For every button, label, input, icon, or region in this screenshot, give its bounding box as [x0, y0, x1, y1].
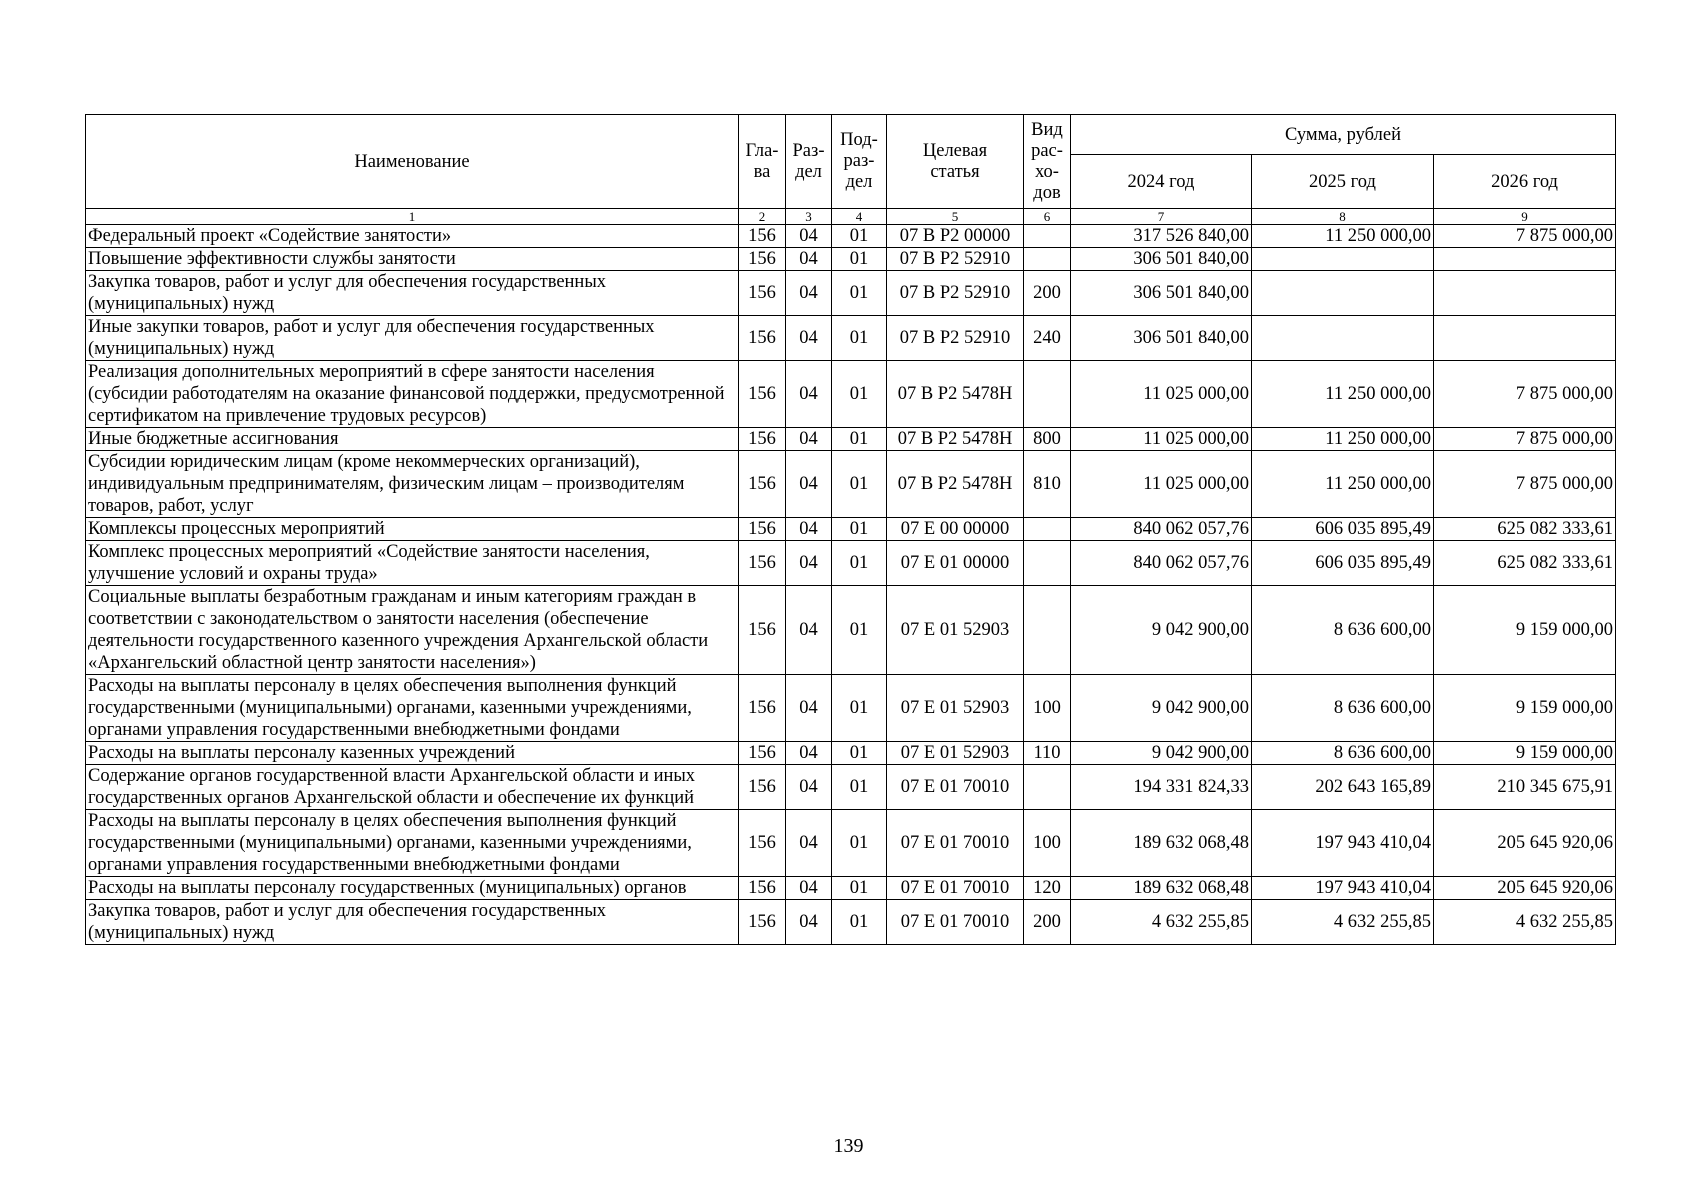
- row-sum-2025: 11 250 000,00: [1252, 361, 1434, 428]
- row-target: 07 Е 01 52903: [887, 586, 1024, 675]
- row-chapter: 156: [739, 248, 786, 271]
- row-chapter: 156: [739, 428, 786, 451]
- row-chapter: 156: [739, 316, 786, 361]
- row-sum-2025: 202 643 165,89: [1252, 765, 1434, 810]
- column-number: 1: [86, 209, 739, 225]
- row-subsection: 01: [832, 271, 887, 316]
- row-sum-2026: [1434, 316, 1616, 361]
- row-chapter: 156: [739, 225, 786, 248]
- row-sum-2026: 9 159 000,00: [1434, 742, 1616, 765]
- row-sum-2025: 606 035 895,49: [1252, 518, 1434, 541]
- row-sum-2026: 7 875 000,00: [1434, 428, 1616, 451]
- row-sum-2024: 840 062 057,76: [1071, 518, 1252, 541]
- table-row: [86, 541, 1616, 586]
- row-sum-2025: [1252, 316, 1434, 361]
- row-expense-type: 100: [1024, 675, 1071, 742]
- row-sum-2024: 840 062 057,76: [1071, 541, 1252, 586]
- row-subsection: 01: [832, 225, 887, 248]
- row-expense-type: [1024, 248, 1071, 271]
- row-chapter: 156: [739, 361, 786, 428]
- row-name: Иные бюджетные ассигнования: [86, 428, 739, 451]
- row-chapter: 156: [739, 675, 786, 742]
- header-chapter-label: Гла- ва: [745, 140, 779, 182]
- row-sum-2026: 625 082 333,61: [1434, 541, 1616, 586]
- page-number: 139: [833, 1135, 864, 1157]
- budget-table: [85, 114, 1616, 945]
- row-target: 07 Е 01 00000: [887, 541, 1024, 586]
- row-chapter: 156: [739, 451, 786, 518]
- column-number: 2: [739, 209, 786, 225]
- row-target: 07 В Р2 52910: [887, 271, 1024, 316]
- row-sum-2026: 4 632 255,85: [1434, 900, 1616, 945]
- table-row: [86, 451, 1616, 518]
- column-number: 5: [887, 209, 1024, 225]
- table-row: [86, 248, 1616, 271]
- table-row: [86, 518, 1616, 541]
- row-sum-2024: 11 025 000,00: [1071, 361, 1252, 428]
- row-name: Иные закупки товаров, работ и услуг для обеспечения государственных (муниципальных) нужд: [86, 316, 739, 361]
- row-subsection: 01: [832, 586, 887, 675]
- row-expense-type: [1024, 225, 1071, 248]
- row-sum-2025: 606 035 895,49: [1252, 541, 1434, 586]
- row-name: Расходы на выплаты персоналу казенных учреждений: [86, 742, 739, 765]
- header-chapter: [739, 115, 786, 209]
- row-section: 04: [786, 810, 832, 877]
- row-name: Федеральный проект «Содействие занятости»: [86, 225, 739, 248]
- row-name: Расходы на выплаты персоналу государственных (муниципальных) органов: [86, 877, 739, 900]
- row-section: 04: [786, 225, 832, 248]
- row-sum-2025: 11 250 000,00: [1252, 451, 1434, 518]
- header-subsection: [832, 115, 887, 209]
- header-section-label: Раз- дел: [792, 140, 825, 182]
- header-year-2024: 2024 год: [1071, 155, 1252, 209]
- table-row: [86, 810, 1616, 877]
- row-section: 04: [786, 675, 832, 742]
- row-sum-2025: 8 636 600,00: [1252, 742, 1434, 765]
- row-subsection: 01: [832, 248, 887, 271]
- row-subsection: 01: [832, 675, 887, 742]
- table-header: [86, 115, 1616, 225]
- table-row: [86, 765, 1616, 810]
- header-subsection-label: Под- раз- дел: [840, 130, 878, 192]
- header-year-2025: 2025 год: [1252, 155, 1434, 209]
- table-row: [86, 225, 1616, 248]
- row-target: 07 Е 01 70010: [887, 810, 1024, 877]
- header-expense-type-label: Вид рас- хо- дов: [1031, 119, 1063, 203]
- row-section: 04: [786, 518, 832, 541]
- row-section: 04: [786, 248, 832, 271]
- header-target: [887, 115, 1024, 209]
- row-expense-type: 200: [1024, 900, 1071, 945]
- row-sum-2024: 11 025 000,00: [1071, 451, 1252, 518]
- row-chapter: 156: [739, 271, 786, 316]
- header-expense-type: [1024, 115, 1071, 209]
- row-sum-2024: 9 042 900,00: [1071, 586, 1252, 675]
- row-subsection: 01: [832, 810, 887, 877]
- header-target-label: Целевая статья: [922, 140, 988, 182]
- row-subsection: 01: [832, 765, 887, 810]
- row-sum-2025: 4 632 255,85: [1252, 900, 1434, 945]
- row-expense-type: [1024, 586, 1071, 675]
- table-row: [86, 586, 1616, 675]
- row-sum-2025: 8 636 600,00: [1252, 586, 1434, 675]
- row-name: Расходы на выплаты персоналу в целях обеспечения выполнения функций государственными (муниципальными) органами, казенными учреждениями, органами управления государственными внебюджетными фондами: [86, 675, 739, 742]
- row-section: 04: [786, 271, 832, 316]
- row-section: 04: [786, 316, 832, 361]
- row-sum-2026: 7 875 000,00: [1434, 361, 1616, 428]
- row-target: 07 В Р2 5478Н: [887, 361, 1024, 428]
- row-sum-2024: 306 501 840,00: [1071, 248, 1252, 271]
- row-chapter: 156: [739, 900, 786, 945]
- row-target: 07 В Р2 52910: [887, 248, 1024, 271]
- table-row: [86, 877, 1616, 900]
- row-name: Реализация дополнительных мероприятий в сфере занятости населения (субсидии работодателям на оказание финансовой поддержки, предусмотренной сертификатом на привлечение трудовых ресурсов): [86, 361, 739, 428]
- column-number: 9: [1434, 209, 1616, 225]
- row-section: 04: [786, 742, 832, 765]
- row-target: 07 Е 00 00000: [887, 518, 1024, 541]
- row-target: 07 Е 01 70010: [887, 900, 1024, 945]
- row-sum-2026: 205 645 920,06: [1434, 810, 1616, 877]
- header-year-2026: 2026 год: [1434, 155, 1616, 209]
- row-target: 07 Е 01 70010: [887, 765, 1024, 810]
- row-target: 07 В Р2 00000: [887, 225, 1024, 248]
- table-row: [86, 675, 1616, 742]
- table-row: [86, 742, 1616, 765]
- row-chapter: 156: [739, 810, 786, 877]
- row-sum-2026: 210 345 675,91: [1434, 765, 1616, 810]
- column-numbers-row: [86, 209, 1616, 225]
- row-target: 07 Е 01 70010: [887, 877, 1024, 900]
- table-body: [86, 225, 1616, 945]
- header-sum: Сумма, рублей: [1071, 115, 1616, 155]
- row-sum-2024: 194 331 824,33: [1071, 765, 1252, 810]
- row-chapter: 156: [739, 742, 786, 765]
- row-name: Расходы на выплаты персоналу в целях обеспечения выполнения функций государственными (муниципальными) органами, казенными учреждениями, органами управления государственными внебюджетными фондами: [86, 810, 739, 877]
- row-expense-type: 810: [1024, 451, 1071, 518]
- row-subsection: 01: [832, 877, 887, 900]
- row-sum-2024: 189 632 068,48: [1071, 810, 1252, 877]
- row-expense-type: 100: [1024, 810, 1071, 877]
- row-expense-type: [1024, 518, 1071, 541]
- header-section: [786, 115, 832, 209]
- column-number: 6: [1024, 209, 1071, 225]
- column-number: 8: [1252, 209, 1434, 225]
- row-expense-type: 120: [1024, 877, 1071, 900]
- row-expense-type: 200: [1024, 271, 1071, 316]
- row-section: 04: [786, 765, 832, 810]
- row-section: 04: [786, 900, 832, 945]
- row-target: 07 Е 01 52903: [887, 675, 1024, 742]
- row-chapter: 156: [739, 541, 786, 586]
- row-subsection: 01: [832, 361, 887, 428]
- row-sum-2025: [1252, 248, 1434, 271]
- row-expense-type: [1024, 541, 1071, 586]
- row-sum-2026: 7 875 000,00: [1434, 451, 1616, 518]
- row-sum-2024: 9 042 900,00: [1071, 742, 1252, 765]
- row-name: Повышение эффективности службы занятости: [86, 248, 739, 271]
- row-sum-2025: 8 636 600,00: [1252, 675, 1434, 742]
- row-chapter: 156: [739, 586, 786, 675]
- row-name: Комплекс процессных мероприятий «Содействие занятости населения, улучшение условий и охраны труда»: [86, 541, 739, 586]
- row-sum-2026: [1434, 271, 1616, 316]
- row-subsection: 01: [832, 742, 887, 765]
- row-chapter: 156: [739, 765, 786, 810]
- row-target: 07 В Р2 5478Н: [887, 451, 1024, 518]
- row-sum-2024: 306 501 840,00: [1071, 271, 1252, 316]
- row-section: 04: [786, 586, 832, 675]
- row-name: Социальные выплаты безработным гражданам и иным категориям граждан в соответствии с законодательством о занятости населения (обеспечение деятельности государственного казенного учреждения Архангельской области «Архангельский областной центр занятости населения»): [86, 586, 739, 675]
- row-subsection: 01: [832, 451, 887, 518]
- row-sum-2025: 11 250 000,00: [1252, 225, 1434, 248]
- row-name: Закупка товаров, работ и услуг для обеспечения государственных (муниципальных) нужд: [86, 900, 739, 945]
- row-sum-2026: 205 645 920,06: [1434, 877, 1616, 900]
- row-section: 04: [786, 541, 832, 586]
- row-subsection: 01: [832, 900, 887, 945]
- row-subsection: 01: [832, 541, 887, 586]
- row-name: Субсидии юридическим лицам (кроме некоммерческих организаций), индивидуальным предпринимателям, физическим лицам – производителям товаров, работ, услуг: [86, 451, 739, 518]
- row-target: 07 Е 01 52903: [887, 742, 1024, 765]
- row-sum-2026: 9 159 000,00: [1434, 586, 1616, 675]
- table-row: [86, 428, 1616, 451]
- table-row: [86, 361, 1616, 428]
- table-row: [86, 271, 1616, 316]
- row-expense-type: [1024, 361, 1071, 428]
- row-target: 07 В Р2 52910: [887, 316, 1024, 361]
- row-section: 04: [786, 428, 832, 451]
- row-subsection: 01: [832, 518, 887, 541]
- row-sum-2024: 9 042 900,00: [1071, 675, 1252, 742]
- column-number: 3: [786, 209, 832, 225]
- row-sum-2026: 9 159 000,00: [1434, 675, 1616, 742]
- row-chapter: 156: [739, 518, 786, 541]
- row-sum-2025: 11 250 000,00: [1252, 428, 1434, 451]
- row-section: 04: [786, 877, 832, 900]
- table-row: [86, 316, 1616, 361]
- row-sum-2026: 625 082 333,61: [1434, 518, 1616, 541]
- row-sum-2024: 306 501 840,00: [1071, 316, 1252, 361]
- row-subsection: 01: [832, 316, 887, 361]
- row-target: 07 В Р2 5478Н: [887, 428, 1024, 451]
- row-section: 04: [786, 451, 832, 518]
- row-expense-type: [1024, 765, 1071, 810]
- row-sum-2026: [1434, 248, 1616, 271]
- header-name: Наименование: [86, 115, 739, 209]
- row-name: Закупка товаров, работ и услуг для обеспечения государственных (муниципальных) нужд: [86, 271, 739, 316]
- row-sum-2024: 4 632 255,85: [1071, 900, 1252, 945]
- column-number: 7: [1071, 209, 1252, 225]
- row-name: Комплексы процессных мероприятий: [86, 518, 739, 541]
- row-subsection: 01: [832, 428, 887, 451]
- row-section: 04: [786, 361, 832, 428]
- row-sum-2025: 197 943 410,04: [1252, 877, 1434, 900]
- row-sum-2026: 7 875 000,00: [1434, 225, 1616, 248]
- row-expense-type: 110: [1024, 742, 1071, 765]
- row-sum-2025: [1252, 271, 1434, 316]
- row-expense-type: 240: [1024, 316, 1071, 361]
- column-number: 4: [832, 209, 887, 225]
- table-row: [86, 900, 1616, 945]
- row-chapter: 156: [739, 877, 786, 900]
- row-sum-2024: 317 526 840,00: [1071, 225, 1252, 248]
- row-sum-2024: 189 632 068,48: [1071, 877, 1252, 900]
- row-expense-type: 800: [1024, 428, 1071, 451]
- row-name: Содержание органов государственной власти Архангельской области и иных государственных органов Архангельской области и обеспечение их функций: [86, 765, 739, 810]
- row-sum-2025: 197 943 410,04: [1252, 810, 1434, 877]
- row-sum-2024: 11 025 000,00: [1071, 428, 1252, 451]
